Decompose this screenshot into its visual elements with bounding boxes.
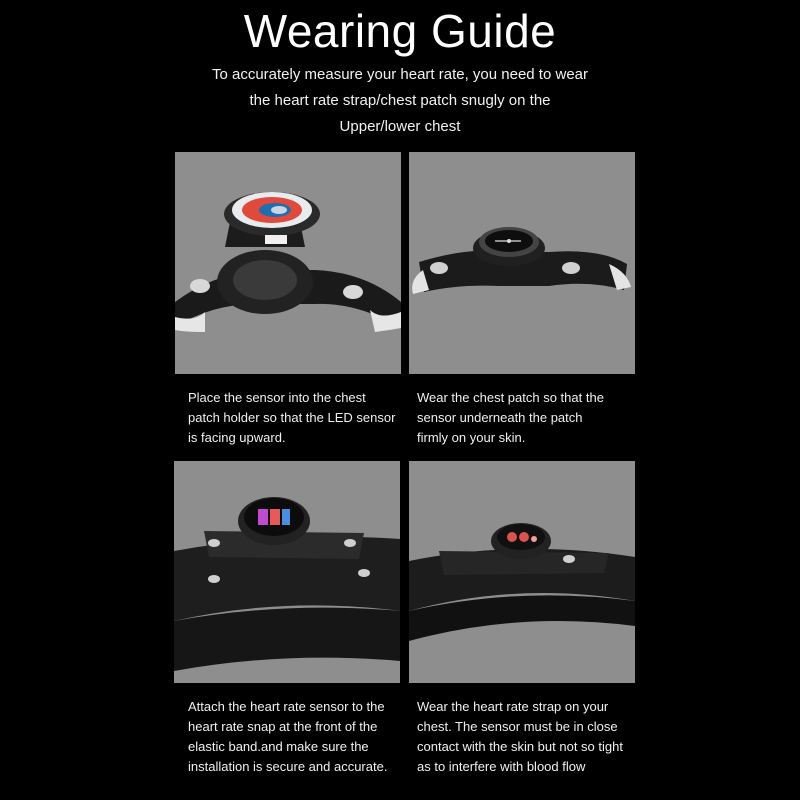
caption-line: chest. The sensor must be in close <box>417 719 618 734</box>
subtitle-line: the heart rate strap/chest patch snugly on the <box>249 92 551 109</box>
chest-patch-illustration <box>409 152 635 374</box>
strap-worn-illustration <box>409 461 635 683</box>
caption-line: as to interfere with blood flow <box>417 759 586 774</box>
caption-line: Attach the heart rate sensor to the <box>188 699 385 714</box>
page-title: Wearing Guide <box>243 5 557 57</box>
caption-line: heart rate snap at the front of the <box>188 719 378 734</box>
caption-line: firmly on your skin. <box>417 430 526 445</box>
caption-line: Wear the chest patch so that the <box>417 390 604 405</box>
caption-line: Wear the heart rate strap on your <box>417 699 609 714</box>
step-2-photo <box>409 152 635 374</box>
step-2-caption <box>417 388 637 448</box>
caption-line: installation is secure and accurate. <box>188 759 388 774</box>
step-1-photo <box>175 152 401 374</box>
step-3-caption <box>188 697 403 777</box>
step-1-caption <box>188 388 408 448</box>
caption-line: Place the sensor into the chest <box>188 390 366 405</box>
step-3-photo <box>174 461 400 683</box>
caption-line: elastic band.and make sure the <box>188 739 369 754</box>
caption-line: patch holder so that the LED sensor <box>188 410 396 425</box>
caption-line: sensor underneath the patch <box>417 410 583 425</box>
caption-line: contact with the skin but not so tight <box>417 739 623 754</box>
page-subtitle <box>150 62 650 140</box>
subtitle-line: To accurately measure your heart rate, you need to wear <box>211 66 589 83</box>
step-4-photo <box>409 461 635 683</box>
step-4-caption <box>417 697 647 777</box>
caption-line: is facing upward. <box>188 430 286 445</box>
subtitle-line: Upper/lower chest <box>339 118 461 135</box>
sensor-holder-illustration <box>175 152 401 374</box>
band-attach-illustration <box>174 461 400 683</box>
